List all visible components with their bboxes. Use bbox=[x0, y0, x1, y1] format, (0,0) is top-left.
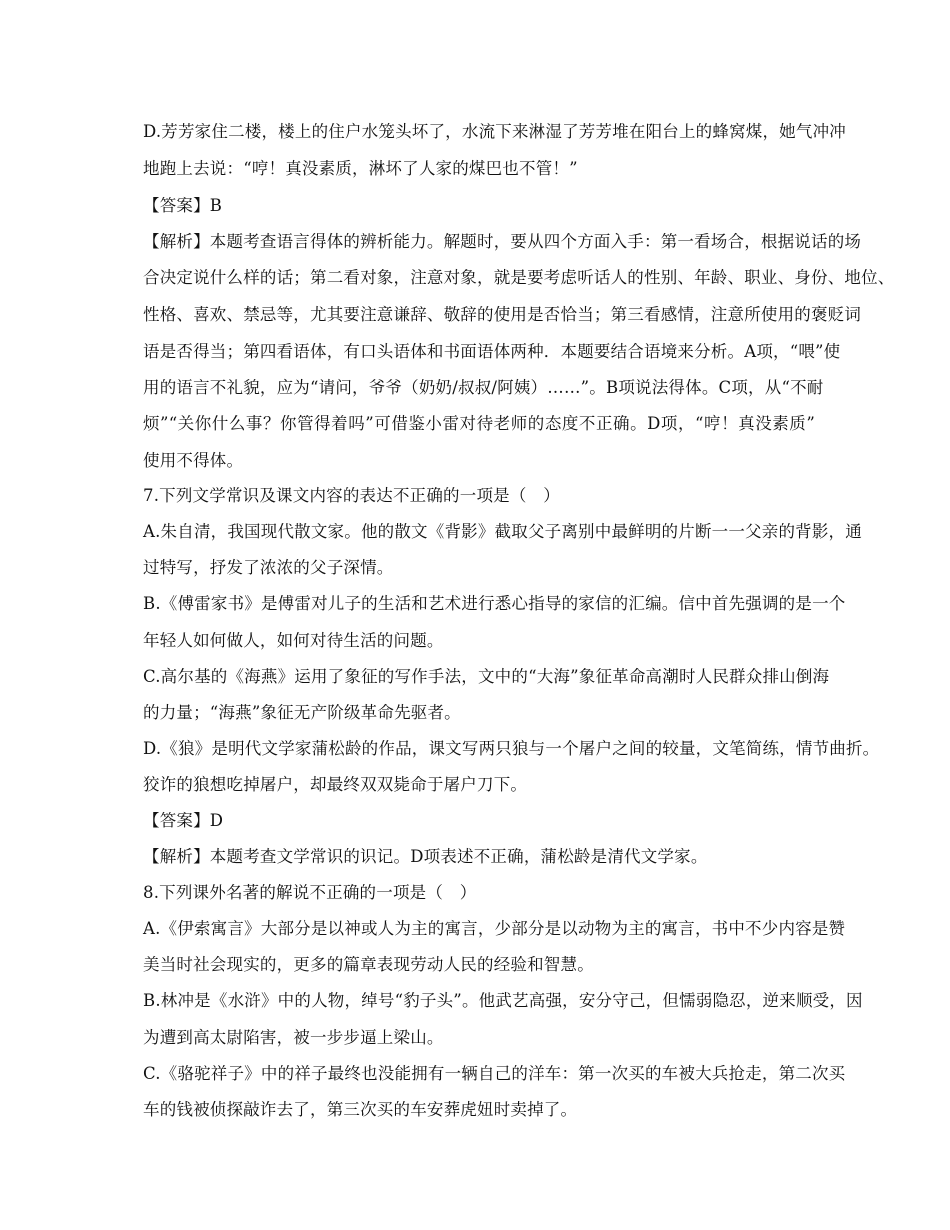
analysis-6-line-4: 语是否得当；第四看语体，有口头语体和书面语体两种．本题要结合语境来分析。A项，“喂”使 bbox=[143, 342, 841, 361]
analysis-6: 【解析】本题考查语言得体的辨析能力。解题时，要从四个方面入手：第一看场合，根据说话的场 bbox=[143, 232, 862, 251]
q8-option-b-cont: 为遭到高太尉陷害，被一步步逼上梁山。 bbox=[143, 1028, 444, 1047]
q7-option-c: C.高尔基的《海燕》运用了象征的写作手法，文中的“大海”象征革命高潮时人民群众排山倒海 bbox=[143, 667, 830, 686]
question-8: 8.下列课外名著的解说不正确的一项是（ ） bbox=[143, 883, 477, 902]
q7-option-a-cont: 过特写，抒发了浓浓的父子深情。 bbox=[143, 558, 394, 577]
q7-option-b: B.《傅雷家书》是傅雷对儿子的生活和艺术进行悉心指导的家信的汇编。信中首先强调的是一个 bbox=[143, 594, 846, 613]
analysis-6-line-3: 性格、喜欢、禁忌等，尤其要注意谦辞、敬辞的使用是否恰当；第三看感情，注意所使用的褒贬词 bbox=[143, 305, 862, 324]
q8-option-a-cont: 美当时社会现实的，更多的篇章表现劳动人民的经验和智慧。 bbox=[143, 955, 594, 974]
answer-6: 【答案】B bbox=[143, 196, 223, 215]
q8-option-c-cont: 车的钱被侦探敲诈去了，第三次买的车安葬虎妞时卖掉了。 bbox=[143, 1100, 578, 1119]
q8-option-c: C.《骆驼祥子》中的祥子最终也没能拥有一辆自己的洋车：第一次买的车被大兵抢走，第二次买 bbox=[143, 1064, 846, 1083]
question-7: 7.下列文学常识及课文内容的表达不正确的一项是（ ） bbox=[143, 486, 560, 505]
analysis-6-line-6: 烦”“关你什么事？你管得着吗”可借鉴小雷对待老师的态度不正确。D项，“哼！真没素质” bbox=[143, 414, 815, 433]
analysis-6-line-5: 用的语言不礼貌，应为“请问，爷爷（奶奶/叔叔/阿姨）……”。B项说法得体。C项，从“不耐 bbox=[143, 378, 824, 397]
q8-option-a: A.《伊索寓言》大部分是以神或人为主的寓言，少部分是以动物为主的寓言，书中不少内容是赞 bbox=[143, 919, 846, 938]
analysis-6-line-7: 使用不得体。 bbox=[143, 451, 244, 470]
option-d-text: D.芳芳家住二楼，楼上的住户水笼头坏了，水流下来淋湿了芳芳堆在阳台上的蜂窝煤，她气冲冲 bbox=[143, 122, 846, 141]
analysis-6-line-2: 合决定说什么样的话；第二看对象，注意对象，就是要考虑听话人的性别、年龄、职业、身份、地位、 bbox=[143, 268, 895, 287]
option-d-text-cont: 地跑上去说：“哼！真没素质，淋坏了人家的煤巴也不管！” bbox=[143, 159, 578, 178]
q7-option-c-cont: 的力量；“海燕”象征无产阶级革命先驱者。 bbox=[143, 703, 461, 722]
analysis-7: 【解析】本题考查文学常识的识记。D项表述不正确，蒲松龄是清代文学家。 bbox=[143, 847, 708, 866]
q7-option-a: A.朱自清，我国现代散文家。他的散文《背影》截取父子离别中最鲜明的片断一一父亲的背影，通 bbox=[143, 522, 862, 541]
q7-option-b-cont: 年轻人如何做人，如何对待生活的问题。 bbox=[143, 631, 444, 650]
q7-option-d-cont: 狡诈的狼想吃掉屠户，却最终双双毙命于屠户刀下。 bbox=[143, 775, 528, 794]
q7-option-d: D.《狼》是明代文学家蒲松龄的作品，课文写两只狼与一个屠户之间的较量，文笔简练，情节曲折。 bbox=[143, 739, 880, 758]
answer-7: 【答案】D bbox=[143, 811, 224, 830]
q8-option-b: B.林冲是《水浒》中的人物，绰号“豹子头”。他武艺高强，安分守己，但懦弱隐忍，逆来顺受，因 bbox=[143, 991, 863, 1010]
